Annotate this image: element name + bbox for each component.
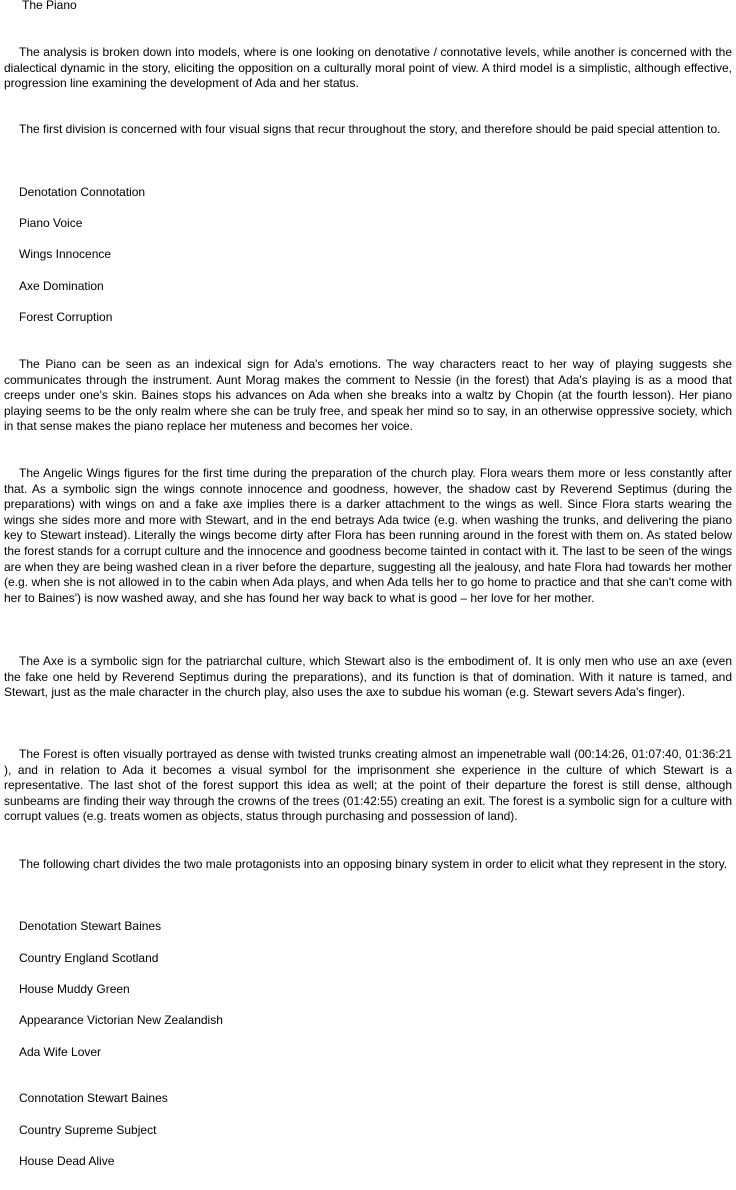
- paragraph-axe: The Axe is a symbolic sign for the patriarchal culture, which Stewart also is the embodiment of. It is only men who use an axe (even the fake one held by Reverend Septimus during the preparations), and its function is that of domination. With it nature is tamed, and Stewart, just as the male character in the church play, also uses the axe to subdue his woman (e.g. Stewart severs Ada's finger).: [4, 654, 732, 700]
- list-item: Connotation Stewart Baines: [19, 1091, 168, 1105]
- list-item: Country England Scotland: [19, 951, 159, 965]
- list-item: Axe Domination: [19, 279, 104, 293]
- paragraph-first-division: The first division is concerned with four visual signs that recur throughout the story, and therefore should be paid special attention to.: [19, 122, 721, 136]
- paragraph-models: The analysis is broken down into models, where is one looking on denotative / connotative levels, while another is concerned with the dialectical dynamic in the story, eliciting the opposition on a culturally moral point of view. A third model is a simplistic, although effective, progression line examining the development of Ada and her status.: [4, 45, 732, 91]
- list-item: Forest Corruption: [19, 310, 113, 324]
- document-title: The Piano: [22, 0, 77, 12]
- list-item: Denotation Stewart Baines: [19, 919, 162, 933]
- paragraph-forest: The Forest is often visually portrayed as dense with twisted trunks creating almost an impenetrable wall (00:14:26, 01:07:40, 01:36:21 ), and in relation to Ada it becomes a visual symbol for the imprisonment she experience in the culture of which Stewart is a representative. The last shot of the forest support this idea as well; at the point of their departure the forest is still dense, although sunbeams are finding their way through the crowns of the trees (01:42:55) creating an exit. The forest is a symbolic sign for a culture with corrupt values (e.g. treats women as objects, status through purchasing and possession of land).: [4, 747, 732, 824]
- list-item: Appearance Victorian New Zealandish: [19, 1013, 223, 1027]
- list-item: Country Supreme Subject: [19, 1123, 157, 1137]
- list-item: Wings Innocence: [19, 247, 112, 261]
- paragraph-piano: The Piano can be seen as an indexical sign for Ada's emotions. The way characters react to her way of playing suggests she communicates through the instrument. Aunt Morag makes the comment to Nessie (in the forest) that Ada's playing is as a mood that creeps under one's skin. Baines stops his advances on Ada when she breaks into a waltz by Chopin (at the fourth lesson). Her piano playing seems to be the only realm where she can be truly free, and speak her mind so to say, in an otherwise oppressive society, which in that sense makes the piano replace her muteness and becomes her voice.: [4, 357, 732, 434]
- list-item: Denotation Connotation: [19, 185, 146, 199]
- list-item: House Dead Alive: [19, 1154, 115, 1168]
- list-item: House Muddy Green: [19, 982, 130, 996]
- paragraph-wings: The Angelic Wings figures for the first time during the preparation of the church play. Flora wears them more or less constantly after that. As a symbolic sign the wings connote innocence and goodness, however, the shadow cast by Reverend Septimus (during the preparations) with wings on and a fake axe implies there is a darker attachment to the wings as well. Since Flora starts wearing the wings she sides more and more with Stewart, and in the end betrays Ada twice (e.g. when washing the trunks, and delivering the piano key to Stewart instead). Literally the wings become dirty after Flora has been running around in the forest with them on. As stated below the forest stands for a corrupt culture and the innocence and goodness become tainted in contact with it. The last to be seen of the wings are when they are being washed clean in a river before the departure, suggesting all the jealousy, and hate Flora had towards her mother (e.g. when she is not allowed in to the cabin when Ada plays, and when Ada tells her to go home to practice and that she can't come with her to Baines') is now washed away, and she has found her way back to what is good – her love for her mother.: [4, 466, 732, 605]
- paragraph-chart-intro: The following chart divides the two male protagonists into an opposing binary system in order to elicit what they represent in the story.: [19, 857, 728, 871]
- list-item: Piano Voice: [19, 216, 83, 230]
- list-item: Ada Wife Lover: [19, 1045, 102, 1059]
